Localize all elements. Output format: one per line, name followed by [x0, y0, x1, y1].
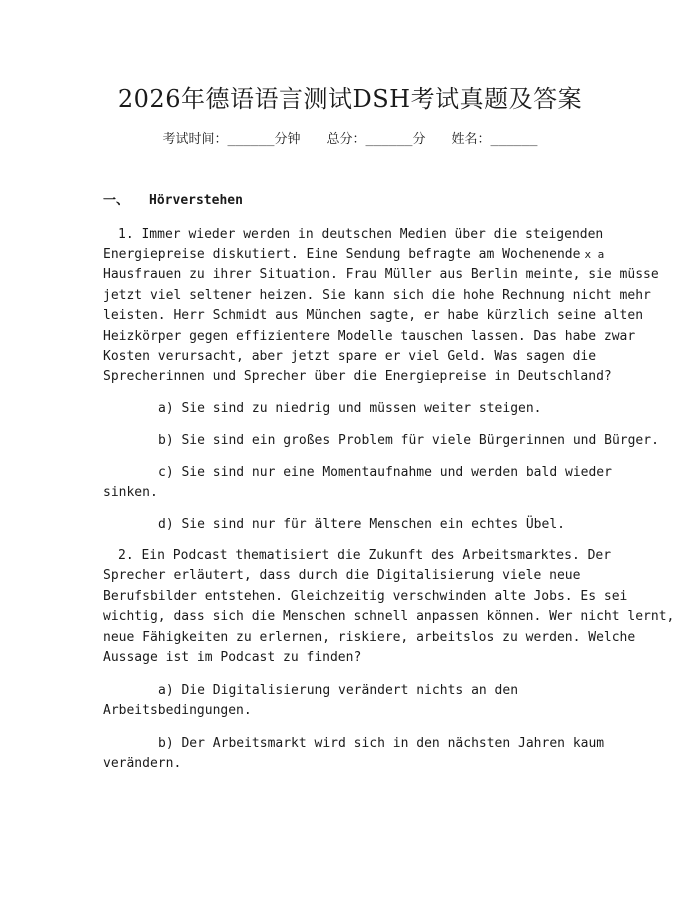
score-label: 总分： [326, 132, 366, 147]
question-2-option-a: a) Die Digitalisierung verändert nichts an den [158, 683, 519, 698]
question-1-option-a: a) Sie sind zu niedrig und müssen weiter steigen. [158, 401, 542, 416]
time-label: 考试时间： [162, 132, 228, 147]
question-2-option-b-continued: verändern. [103, 756, 182, 771]
question-2-option-b: b) Der Arbeitsmarkt wird sich in den nächsten Jahren kaum [158, 736, 605, 751]
question-1-text-line: Heizkörper gegen effizientere Modelle tauschen lassen. Das habe zwar [103, 329, 636, 344]
page-title: 2026年德语语言测试DSH考试真题及答案 [117, 85, 583, 113]
score-blank: ______ [365, 132, 413, 147]
question-2-text-line: Sprecher erläutert, dass durch die Digitalisierung viele neue [103, 568, 581, 583]
question-1-option-b: b) Sie sind ein großes Problem für viele Bürgerinnen und Bürger. [158, 433, 659, 448]
section-title: Hörverstehen [149, 193, 243, 208]
stray-mark: x a [584, 248, 605, 261]
question-1-option-c: c) Sie sind nur eine Momentaufnahme und werden bald wieder [158, 465, 612, 480]
question-1-text-line: Kosten verursacht, aber jetzt spare er viel Geld. Was sagen die [103, 349, 597, 364]
question-2-text-line: wichtig, dass sich die Menschen schnell anpassen können. Wer nicht lernt, [103, 609, 675, 624]
question-1-text-line: leisten. Herr Schmidt aus München sagte, er habe kürzlich seine alten [103, 308, 644, 323]
question-2-option-a-continued: Arbeitsbedingungen. [103, 703, 252, 718]
exam-info-line [0, 130, 700, 150]
question-1-option-c-continued: sinken. [103, 485, 158, 500]
name-label: 姓名： [451, 132, 491, 147]
question-2-text-line: 2. Ein Podcast thematisiert die Zukunft des Arbeitsmarktes. Der [118, 548, 612, 563]
question-1-text-line: jetzt viel seltener heizen. Sie kann sich die hohe Rechnung nicht mehr [103, 288, 651, 303]
question-2-text-line: neue Fähigkeiten zu erlernen, riskiere, arbeitslos zu werden. Welche [103, 630, 636, 645]
name-blank: ______ [490, 132, 538, 147]
time-blank: ______ [227, 132, 275, 147]
question-2-text-line: Aussage ist im Podcast zu finden? [103, 650, 362, 665]
question-1-text-line: Hausfrauen zu ihrer Situation. Frau Müller aus Berlin meinte, sie müsse [103, 267, 659, 282]
question-2-text-line: Berufsbilder entstehen. Gleichzeitig verschwinden alte Jobs. Es sei [103, 589, 628, 604]
time-unit: 分钟 [274, 132, 301, 147]
score-unit: 分 [412, 132, 426, 147]
section-number: 一、 [103, 193, 130, 208]
section-heading [103, 191, 243, 211]
question-1-option-d: d) Sie sind nur für ältere Menschen ein echtes Übel. [158, 517, 565, 532]
question-1-text-line: 1. Immer wieder werden in deutschen Medien über die steigenden [118, 227, 604, 242]
question-1-text-line [103, 245, 604, 265]
question-1-text-line: Sprecherinnen und Sprecher über die Energiepreise in Deutschland? [103, 369, 612, 384]
question-1-line-content: Energiepreise diskutiert. Eine Sendung befragte am Wochenende [103, 247, 581, 262]
